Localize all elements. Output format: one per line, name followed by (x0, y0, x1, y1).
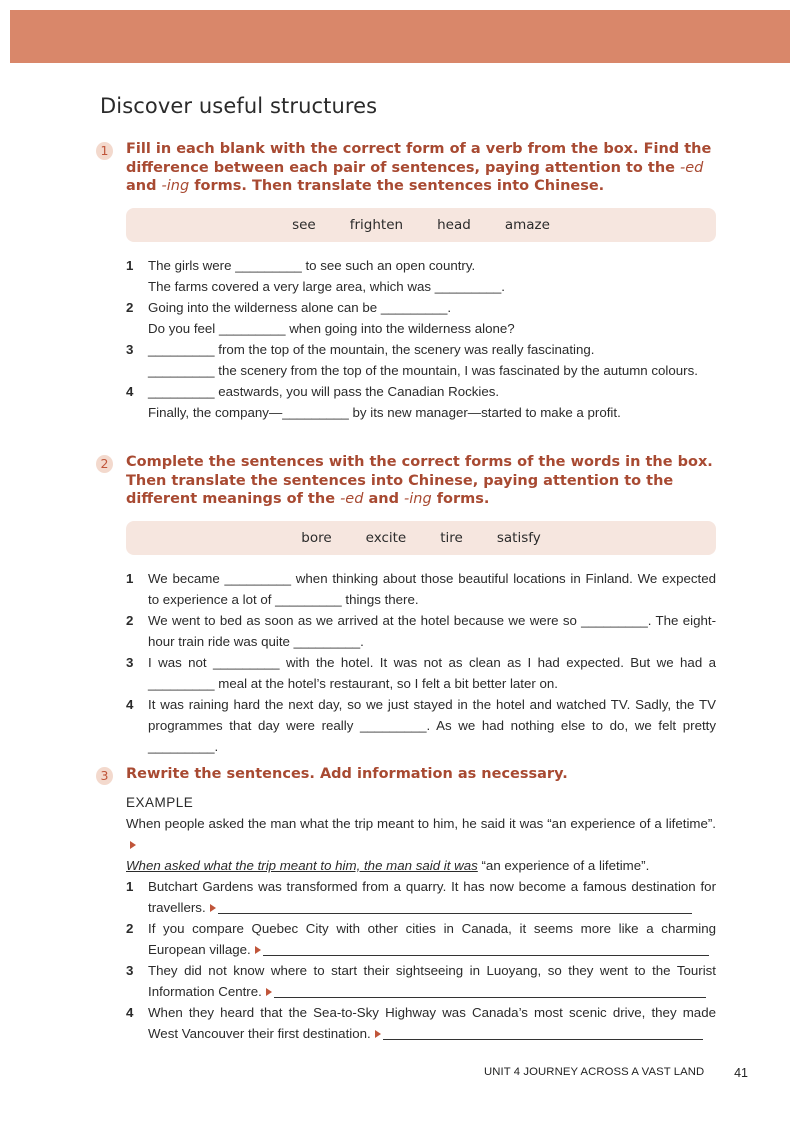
item-sentence: I was not _________ with the hotel. It was not as clean as I had expected. But we had a _________ meal at the hotel’s restaurant, so I felt a bit better later on. (148, 654, 716, 691)
item-sentence: They did not know where to start their sightseeing in Luoyang, so they went to the Tourist Information Centre. (148, 962, 716, 999)
task-number-badge: 3 (96, 767, 113, 785)
exercise-item (126, 381, 716, 423)
item-sentence: The girls were _________ to see such an open country. (148, 257, 476, 273)
item-sentence: It was raining hard the next day, so we just stayed in the hotel and watched TV. Sadly, the TV programmes that day were really _________. As we had nothing else to do, we felt pretty _________. (148, 696, 716, 754)
answer-line[interactable] (218, 900, 692, 914)
item-sentence: _________ from the top of the mountain, the scenery was really fascinating. (148, 341, 595, 357)
exercise-item (126, 918, 716, 960)
exercise-item (126, 610, 716, 652)
word-box-item: see (292, 216, 316, 233)
answer-line[interactable] (383, 1026, 703, 1040)
arrow-icon (375, 1030, 381, 1038)
item-number: 3 (126, 341, 134, 357)
item-number: 4 (126, 696, 134, 712)
answer-line[interactable] (263, 942, 709, 956)
item-number: 3 (126, 962, 134, 978)
word-box-item: head (437, 216, 471, 233)
task-1-items (126, 255, 716, 423)
example-sentence: When people asked the man what the trip meant to him, he said it was “an experience of a lifetime”. (126, 813, 716, 855)
word-box (126, 208, 716, 242)
example-label: EXAMPLE (126, 794, 194, 810)
item-sentence: We went to bed as soon as we arrived at the hotel because we were so _________. The eight-hour train ride was quite _________. (148, 612, 716, 649)
answer-line[interactable] (274, 984, 706, 998)
item-sentence: We became _________ when thinking about those beautiful locations in Finland. We expected to experience a lot of _________ things there. (148, 570, 716, 607)
exercise-item (126, 568, 716, 610)
word-box-item: amaze (504, 216, 550, 233)
task-3-header (96, 765, 716, 784)
word-box-item: excite (365, 529, 407, 546)
task-3 (96, 765, 716, 1044)
item-sentence: The farms covered a very large area, which was _________. (148, 278, 505, 294)
item-sentence: If you compare Quebec City with other cities in Canada, it seems more like a charming European village. (148, 920, 716, 957)
word-box-item: tire (440, 529, 463, 546)
exercise-item (126, 652, 716, 694)
section-title: Discover useful structures (100, 94, 378, 118)
task-1 (96, 140, 716, 423)
task-number-badge: 1 (96, 142, 113, 160)
page-footer (484, 1066, 748, 1080)
exercise-item (126, 876, 716, 918)
item-number: 4 (126, 1004, 134, 1020)
task-1-instruction: Fill in each blank with the correct form of a verb from the box. Find the difference between each pair of sentences, paying attention to the -ed and -ing forms. Then translate the sentences into Chinese. (126, 141, 712, 195)
exercise-item (126, 1002, 716, 1044)
word-box-item: satisfy (496, 529, 541, 546)
arrow-icon (210, 904, 216, 912)
task-2-header (96, 453, 716, 509)
item-sentence: When they heard that the Sea-to-Sky Highway was Canada’s most scenic drive, they made West Vancouver their first destination. (148, 1004, 716, 1041)
exercise-item (126, 339, 716, 381)
word-box-item: frighten (349, 216, 404, 233)
item-sentence: Do you feel _________ when going into the wilderness alone? (148, 320, 515, 336)
unit-title: UNIT 4 JOURNEY ACROSS A VAST LAND (484, 1066, 705, 1078)
item-number: 2 (126, 612, 134, 628)
arrow-icon (266, 988, 272, 996)
item-number: 1 (126, 257, 134, 273)
example-block (126, 792, 716, 876)
item-number: 1 (126, 878, 134, 894)
word-box (126, 521, 716, 555)
task-2 (96, 453, 716, 757)
exercise-item (126, 960, 716, 1002)
item-number: 3 (126, 654, 134, 670)
example-answer: When asked what the trip meant to him, the man said it was “an experience of a lifetime”. (126, 857, 650, 873)
item-sentence: Butchart Gardens was transformed from a quarry. It has now become a famous destination for travellers. (148, 878, 716, 915)
item-sentence: Going into the wilderness alone can be _________. (148, 299, 452, 315)
arrow-icon (255, 946, 261, 954)
page-number: 41 (734, 1066, 748, 1080)
exercise-item (126, 255, 716, 297)
item-sentence: Finally, the company—_________ by its new manager—started to make a profit. (148, 404, 621, 420)
top-color-band (10, 10, 790, 63)
task-3-instruction: Rewrite the sentences. Add information as necessary. (126, 766, 568, 782)
item-number: 2 (126, 299, 134, 315)
task-1-header (96, 140, 716, 196)
task-2-items (126, 568, 716, 757)
word-box-item: bore (301, 529, 332, 546)
item-number: 1 (126, 570, 134, 586)
exercise-item (126, 694, 716, 757)
item-sentence: _________ the scenery from the top of the mountain, I was fascinated by the autumn colours. (148, 362, 698, 378)
arrow-icon (130, 841, 136, 849)
item-sentence: _________ eastwards, you will pass the Canadian Rockies. (148, 383, 500, 399)
task-2-instruction: Complete the sentences with the correct forms of the words in the box. Then translate the sentences into Chinese, paying attention to the different meanings of the -ed and -ing forms. (126, 454, 713, 508)
item-number: 4 (126, 383, 134, 399)
exercise-item (126, 297, 716, 339)
item-number: 2 (126, 920, 134, 936)
task-number-badge: 2 (96, 455, 113, 473)
task-3-items (126, 876, 716, 1044)
